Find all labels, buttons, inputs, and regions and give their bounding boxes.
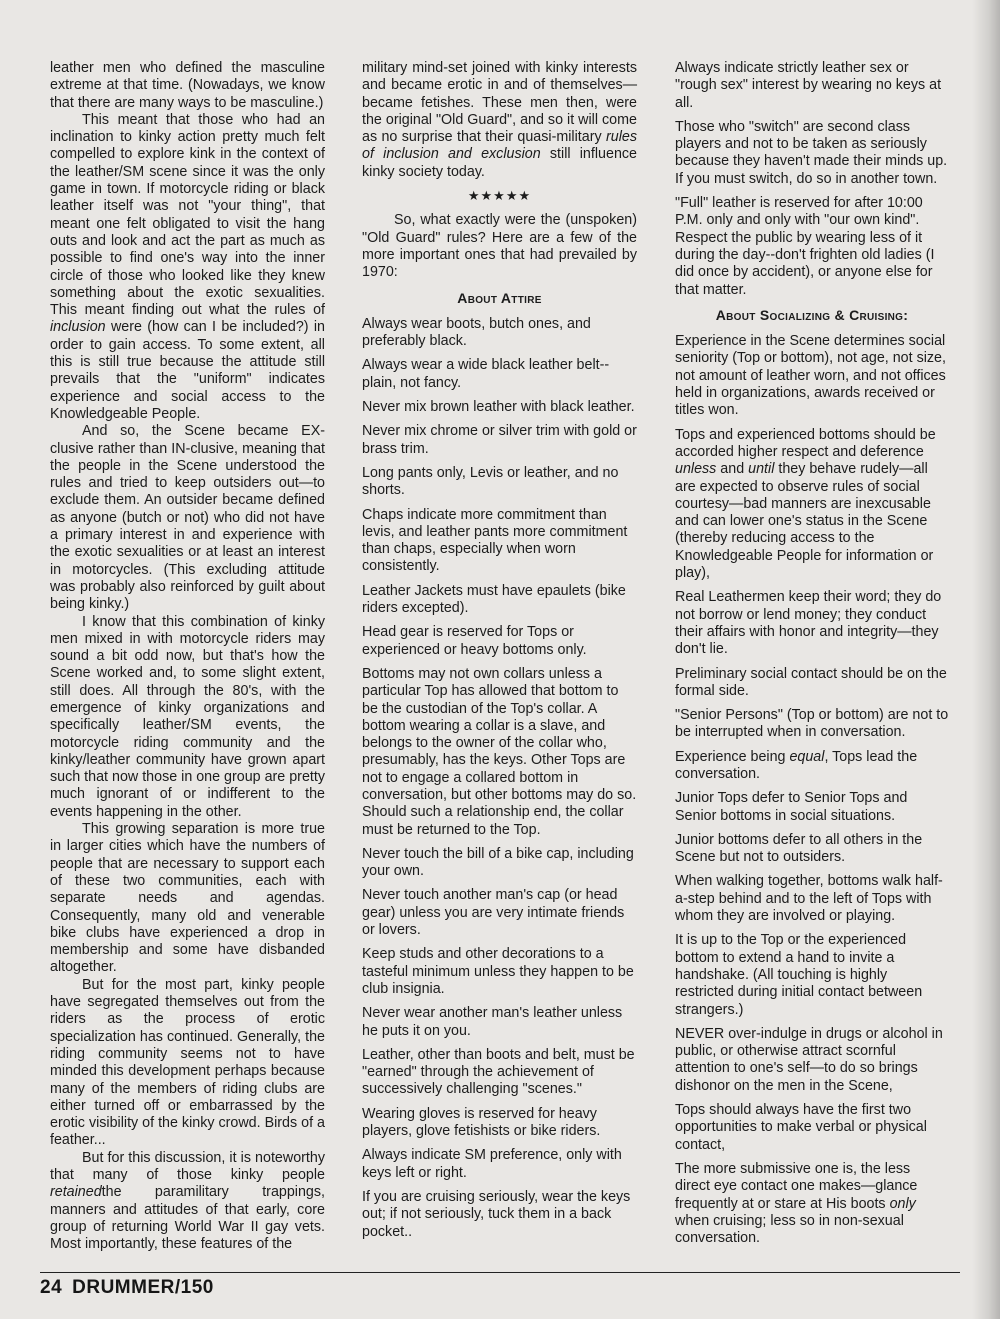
- col1-paragraph-3: And so, the Scene became EX-clusive rather than IN-clusive, meaning that the people in the Scene understood the rules and tried to keep outsiders out—to exclude them. An outsider became defined as anyone (butch or not) who did not have a primary interest in and experience with the exotic sexualities or at least an interest in motorcycles. (This excluding attitude was probably also reinforced by guilt about being kinky.): [50, 423, 325, 613]
- rule-item: Head gear is reserved for Tops or experienced or heavy bottoms only.: [362, 624, 587, 658]
- page-edge-shadow: [972, 0, 1000, 1319]
- rule-item: Always wear boots, butch ones, and preferably black.: [362, 315, 591, 350]
- column-3: [675, 60, 949, 1254]
- rule-item: Never touch the bill of a bike cap, including your own.: [362, 845, 634, 880]
- publication-name: DRUMMER/150: [72, 1277, 214, 1298]
- page-number: 24: [40, 1277, 63, 1298]
- rule-item: The more submissive one is, the less direct eye contact one makes—glance frequently at or stare at His boots only when cruising; less so in non-sexual conversation.: [675, 1160, 918, 1247]
- rule-item: Leather, other than boots and belt, must be "earned" through the achievement of successively challenging "scenes.": [362, 1046, 635, 1098]
- rule-item: Bottoms may not own collars unless a particular Top has allowed that bottom to be the custodian of the Top's collar. A bottom wearing a collar is a slave, and belongs to the owner of the collar who, presumably, has the keys. Other Tops are not to engage a collared bottom in conversation, but other bottoms may do so. Should such a relationship end, the collar must be returned to the Top.: [362, 665, 637, 838]
- col1-paragraph-4: I know that this combination of kinky men mixed in with motorcycle riders may sound a bit odd now, but that's how the Scene worked and, to some slight extent, still does. All through the 80's, with the emergence of kinky organizations and specifically leather/SM events, the motorcycle riding community and the kinky/leather community have grown apart such that now those in one group are pretty much ignorant of or indifferent to the events happening in the other.: [50, 613, 325, 820]
- rule-item: Always wear a wide black leather belt--plain, not fancy.: [362, 357, 610, 391]
- rule-item: Keep studs and other decorations to a tasteful minimum unless they happen to be club insignia.: [362, 946, 634, 997]
- rule-item: Always indicate SM preference, only with keys left or right.: [362, 1147, 622, 1181]
- rule-item: Those who "switch" are second class players and not to be taken as seriously because they haven't made their minds up. If you must switch, do so in another town.: [675, 118, 948, 187]
- section-divider-stars: ★★★★★: [467, 188, 532, 204]
- column-2: [362, 60, 637, 1248]
- rule-item: Experience being equal, Tops lead the conversation.: [675, 748, 918, 782]
- col1-paragraph-7: But for this discussion, it is noteworthy that many of those kinky people retainedthe paramilitary trappings, manners and attitudes of that early, core group of returning World War II gay vets. Most importantly, these features of the: [50, 1149, 325, 1253]
- rule-item: Wearing gloves is reserved for heavy players, glove fetishists or bike riders.: [362, 1105, 601, 1140]
- rule-item: "Senior Persons" (Top or bottom) are not to be interrupted when in conversation.: [675, 707, 949, 741]
- rule-item: It is up to the Top or the experienced bottom to extend a hand to invite a handshake. (All touching is highly restricted during initial contact between strangers.): [675, 932, 923, 1018]
- rule-item: If you are cruising seriously, wear the keys out; if not seriously, tuck them in a back pocket..: [362, 1188, 631, 1240]
- rule-item: When walking together, bottoms walk half-a-step behind and to the left of Tops with whom they are involved or playing.: [675, 873, 943, 925]
- footer-rule: [40, 1272, 960, 1273]
- rule-item: Preliminary social contact should be on the formal side.: [675, 665, 947, 699]
- rule-item: Long pants only, Levis or leather, and no shorts.: [362, 464, 619, 499]
- col1-paragraph-6: But for the most part, kinky people have segregated themselves out from the riders as the process of erotic specialization has continued. Generally, the riding community seems not to have minded this development perhaps because many of the members of riding clubs are either turned off or embarrassed by the erotic visibility of the kinky crowd. Birds of a feather...: [50, 976, 325, 1149]
- rule-item: Real Leathermen keep their word; they do not borrow or lend money; they conduct their affairs with honor and integrity—they don't lie.: [675, 589, 942, 658]
- col1-paragraph-1: leather men who defined the masculine extreme at that time. (Nowadays, we know that there are many ways to be masculine.): [50, 60, 325, 111]
- rule-item: Never mix chrome or silver trim with gold or brass trim.: [362, 423, 637, 457]
- rule-item: Experience in the Scene determines social seniority (Top or bottom), not age, not size, not amount of leather worn, and not offices held in organizations, awards received or titles won.: [675, 333, 946, 419]
- rule-item: Junior bottoms defer to all others in the Scene but not to outsiders.: [675, 831, 923, 866]
- rule-item: Chaps indicate more commitment than levis, and leather pants more commitment than chaps, especially when worn consistently.: [362, 506, 628, 575]
- rule-item: Never wear another man's leather unless he puts it on you.: [362, 1005, 623, 1039]
- rule-item: Tops and experienced bottoms should be accorded higher respect and deference unless and until they behave rudely—all are expected to observe rules of social courtesy—bad manners are inexcusable and can lower one's status in the Scene (thereby reducing access to the Knowledgeable People for information or play),: [675, 426, 936, 582]
- section-heading-socializing: About Socializing & Cruising:: [715, 306, 909, 323]
- rule-item: Leather Jackets must have epaulets (bike riders excepted).: [362, 582, 626, 617]
- rule-item: Always indicate strictly leather sex or "rough sex" interest by wearing no keys at all.: [675, 60, 942, 111]
- rule-item: Tops should always have the first two opportunities to make verbal or physical contact,: [675, 1102, 927, 1153]
- page-footer: [40, 1277, 214, 1299]
- rule-item: Never mix brown leather with black leather.: [362, 399, 635, 416]
- col2-question: So, what exactly were the (unspoken) "Old Guard" rules? Here are a few of the more important ones that had prevailed by 1970:: [362, 212, 637, 281]
- rule-item: Never touch another man's cap (or head gear) unless you are very intimate friends or lovers.: [362, 887, 625, 939]
- section-heading-attire: About Attire: [457, 289, 542, 306]
- col1-paragraph-5: This growing separation is more true in larger cities which have the numbers of people that are necessary to support each of these two communities, each with separate needs and agendas. Consequently, many old and venerable bike clubs have experienced a drop in membership and some have disbanded altogether.: [50, 821, 325, 976]
- column-1: [50, 60, 325, 1253]
- col2-intro: military mind-set joined with kinky interests and became erotic in and of themselves—became fetishes. These men then, were the original "Old Guard", and so it will come as no surprise that their quasi-military rules of inclusion and exclusion still influence kinky society today.: [362, 60, 637, 180]
- col1-paragraph-2: This meant that those who had an inclination to kinky action pretty much felt compelled to explore kink in the context of the leather/SM scene since it was the only game in town. If motorcycle riding or black leather itself was not "your thing", that meant one felt obligated to visit the hang outs and look and act the part as much as possible to find one's way into the inner circle of those who looked like they knew something about the exotic sexualities. This meant finding out what the rules of inclusion were (how can I be included?) in order to gain access. To some extent, all this is still true because the attitude still prevails that the "uniform" indicates experience and social access to the Knowledgeable People.: [50, 111, 325, 422]
- rule-item: Junior Tops defer to Senior Tops and Senior bottoms in social situations.: [675, 790, 908, 824]
- rule-item: "Full" leather is reserved for after 10:00 P.M. only and only with "our own kind". Respect the public by wearing less of it during the day--don't frighten old ladies (I did once by accident), or anyone else for that matter.: [675, 195, 935, 298]
- rule-item: NEVER over-indulge in drugs or alcohol in public, or otherwise attract scornful attention to one's self—to do so brings dishonor on the men in the Scene,: [675, 1025, 943, 1094]
